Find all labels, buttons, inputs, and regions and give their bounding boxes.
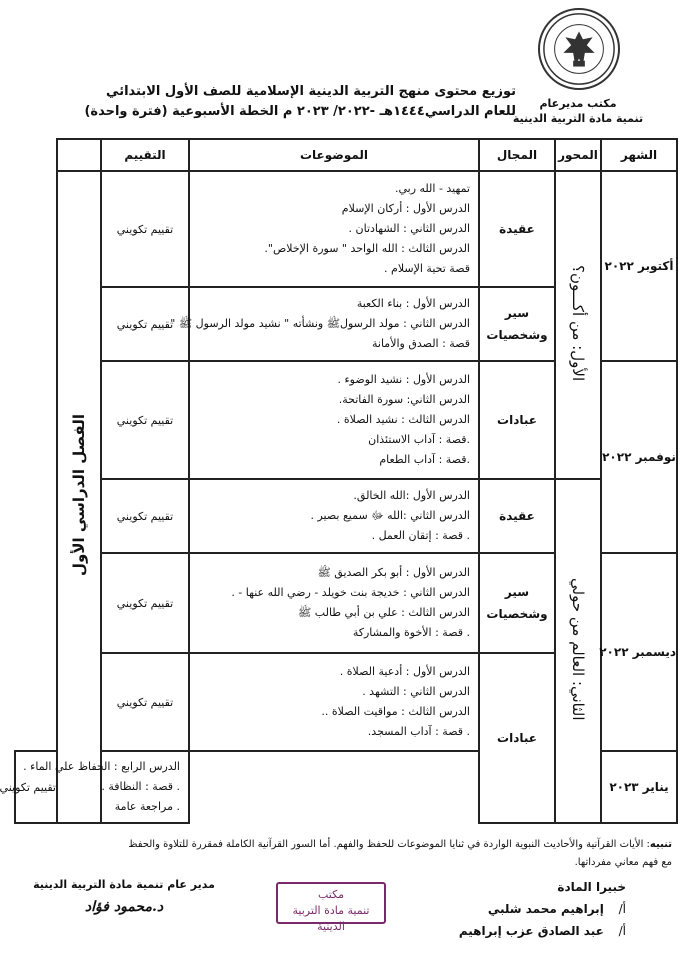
topic-line: الدرس الثالث : علي بن أبي طالب ﷺ xyxy=(298,606,470,619)
month-january: يناير ٢٠٢٣ xyxy=(601,751,677,823)
topics-cell xyxy=(189,361,479,479)
note-block xyxy=(18,836,672,872)
semester-label: الفصل الدراسي الأول xyxy=(70,414,88,576)
topic-line: الدرس الأول : بناء الكعبة xyxy=(356,297,470,310)
topic-line: الدرس الأول :الله الخالق. xyxy=(353,489,470,502)
topic-line: . قصة : النظافة . xyxy=(101,780,180,793)
evaluation-cell: تقييم تكويني xyxy=(101,479,189,553)
month-december: ديسمبر ٢٠٢٢ xyxy=(601,553,677,751)
table-header-row xyxy=(15,139,677,171)
office-stamp xyxy=(276,882,386,933)
axis-first-label: الأول: من أكـــون؟ xyxy=(569,264,587,382)
month-november: نوفمبر ٢٠٢٢ xyxy=(601,361,677,553)
topics-cell xyxy=(189,653,479,751)
experts-block xyxy=(426,880,626,938)
evaluation-cell: تقييم تكويني xyxy=(15,751,57,823)
header-evaluation: التقييم xyxy=(101,139,189,171)
field-cell: عبادات xyxy=(479,361,555,479)
director-signature: د.محمود فؤاد xyxy=(84,899,164,915)
topic-line: الدرس الثاني: سورة الفاتحة. xyxy=(338,393,470,406)
topic-line: . قصة : إتقان العمل . xyxy=(371,529,470,542)
header-month: الشهر xyxy=(601,139,677,171)
note-line-2: مع فهم معاني مفرداتها. xyxy=(574,857,672,868)
evaluation-cell: تقييم تكويني xyxy=(101,553,189,653)
topic-line: الدرس الثاني : خديجة بنت خويلد - رضي الله عنها - . xyxy=(231,586,470,599)
topic-line: الدرس الثاني : الشهادتان . xyxy=(348,222,470,235)
topics-cell xyxy=(170,287,479,361)
title-line-1: توزيع محتوى منهج التربية الدينية الإسلامية للصف الأول الابتدائي xyxy=(106,84,516,99)
topic-line: . قصة : آداب المسجد. xyxy=(367,725,470,738)
field-cell: عقيدة xyxy=(479,171,555,287)
axis-second-label: الثاني: العالم من حولي xyxy=(569,577,587,721)
topic-line: الدرس الثالث : الله الواحد " سورة الإخلاص". xyxy=(264,242,470,255)
document-title xyxy=(84,82,516,122)
experts-title: خبيرا المادة xyxy=(557,880,626,894)
table-row xyxy=(15,479,677,553)
topic-line: الدرس الثاني : مولد الرسولﷺ ونشأته " نشيد مولد الرسول ﷺ " xyxy=(170,317,470,330)
topic-line: الدرس الأول : أركان الإسلام xyxy=(341,202,470,215)
topic-line: الدرس الأول : نشيد الوضوء . xyxy=(337,373,470,386)
topics-cell xyxy=(189,171,479,287)
curriculum-table xyxy=(0,138,678,824)
expert-name-2: عبد الصادق عزب إبراهيم xyxy=(458,924,604,938)
title-line-2: للعام الدراسي١٤٤٤هـ -٢٠٢٢/ ٢٠٢٣ م الخطة الأسبوعية (فترة واحدة) xyxy=(84,104,516,119)
header-topics: الموضوعات xyxy=(189,139,479,171)
semester-cell xyxy=(57,171,101,823)
topic-line: الدرس الثاني : التشهد . xyxy=(362,685,470,698)
note-line-1: تنبيه: الأيات القرآنية والأحاديث النبوية الواردة في ثنايا الموضوعات للحفظ والفهم. أما السور القرآنية الكاملة فمقررة للتلاوة والحفظ xyxy=(128,839,672,850)
director-title: مدير عام تنمية مادة التربية الدينية xyxy=(33,878,215,891)
director-signature-block xyxy=(24,878,224,915)
topic-line: الدرس الأول : أبو بكر الصديق ﷺ xyxy=(317,566,470,579)
expert-row xyxy=(426,924,626,938)
topic-line: تمهيد - الله ربي. xyxy=(394,182,470,195)
topic-line: .قصة : آداب الاستئذان xyxy=(368,433,470,446)
topic-line: قصة تحية الإسلام . xyxy=(384,262,470,275)
topic-line: الدرس الثالث : نشيد الصلاة . xyxy=(336,413,470,426)
field-cell: سير وشخصيات xyxy=(479,287,555,361)
page-header xyxy=(4,0,686,138)
field-cell: عقيدة xyxy=(479,479,555,553)
eagle-emblem-icon xyxy=(540,10,618,88)
expert-name-1: إبراهيم محمد شلبي xyxy=(487,902,604,916)
header-field: المجال xyxy=(479,139,555,171)
table-row xyxy=(15,171,677,287)
stamp-line-1: مكتب xyxy=(317,888,345,901)
office-line-1: مكتب مديرعام xyxy=(539,97,617,110)
topics-cell xyxy=(189,553,479,653)
note-text-1: الأيات القرآنية والأحاديث النبوية الواردة في ثنايا الموضوعات للحفظ والفهم. أما السور القرآنية الكاملة فمقررة للتلاوة والحفظ xyxy=(128,839,644,850)
topic-line: الدرس الثالث : مواقيت الصلاة .. xyxy=(321,705,470,718)
axis-first xyxy=(555,171,601,479)
expert-prefix: أ/ xyxy=(618,902,626,916)
topic-line: قصة : الصدق والأمانة xyxy=(372,337,470,350)
evaluation-cell: تقييم تكويني xyxy=(101,171,189,287)
topics-cell xyxy=(189,479,479,553)
axis-second xyxy=(555,479,601,823)
field-cell: عبادات xyxy=(479,653,555,823)
ministry-logo xyxy=(538,8,620,90)
month-october: أكتوبر ٢٠٢٢ xyxy=(601,171,677,361)
topic-line: الدرس الثاني :الله ﷻ سميع بصير . xyxy=(310,509,470,522)
topic-line: . مراجعة عامة xyxy=(114,800,180,813)
expert-row xyxy=(426,902,626,916)
evaluation-cell: تقييم تكويني xyxy=(101,653,189,751)
office-line-2: تنمية مادة التربية الدينية xyxy=(512,112,644,125)
header-spacer xyxy=(57,139,101,171)
axis-empty-cell xyxy=(189,751,479,823)
topic-line: .قصة : آداب الطعام xyxy=(379,453,470,466)
stamp-line-2: تنمية مادة التربية الدينية xyxy=(292,904,370,933)
evaluation-cell: تقييم تكويني xyxy=(101,287,189,361)
note-label: تنبيه xyxy=(649,839,672,850)
expert-prefix: أ/ xyxy=(618,924,626,938)
evaluation-cell: تقييم تكويني xyxy=(101,361,189,479)
topic-line: الدرس الأول : أدعية الصلاة . xyxy=(339,665,470,678)
header-axis: المحور xyxy=(555,139,601,171)
field-cell: سير وشخصيات xyxy=(479,553,555,653)
topic-line: الدرس الرابع : الحفاظ علي الماء . xyxy=(23,760,180,773)
office-label xyxy=(508,96,648,126)
topic-line: . قصة : الأخوة والمشاركة xyxy=(352,626,470,639)
